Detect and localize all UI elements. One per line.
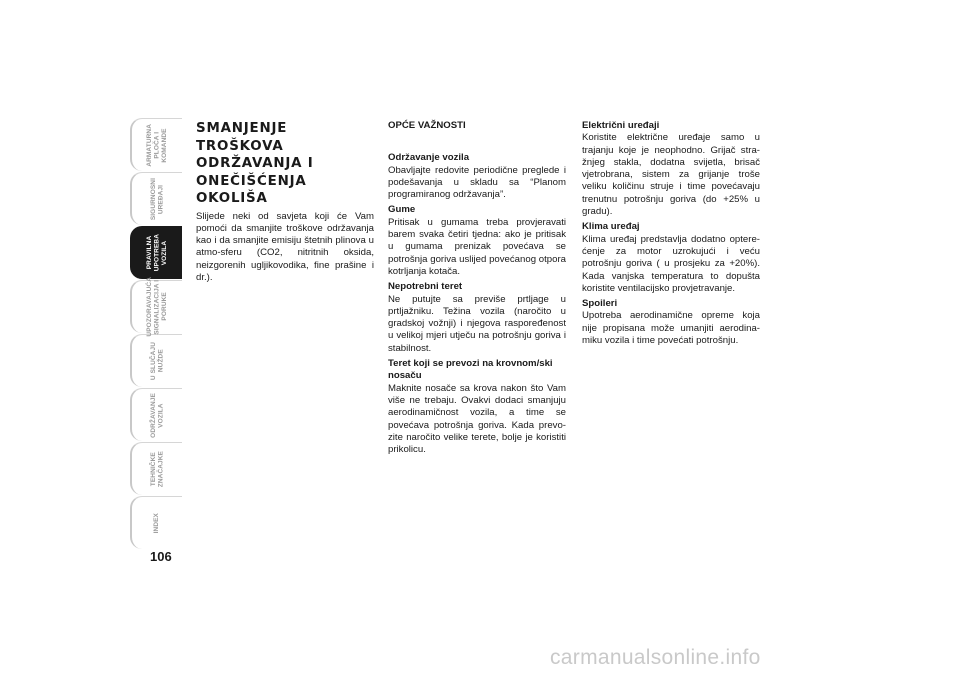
paragraph-unnecessary-load: Ne putujte sa previše prtljage u prtljažniku. Težina vozila (naročito u gradskoj vožnji) i njegova raspoređenost u velikoj mjeri utječu na potrošnju goriva i stabilnost. — [388, 293, 566, 354]
tab-odrzavanje-vozila[interactable] — [130, 388, 182, 441]
intro-paragraph: Slijede neki od savjeta koji će Vam pomoći da smanjite troškove održavanja kao i da smanjite emisiju štetnih plinova u atmo-sferu (CO2, nitritnih oksida, neizgorenih ugljikovodika, fine prašine i dr.). — [196, 210, 374, 283]
tab-label: ODRŽAVANJE VOZILA — [149, 392, 164, 438]
paragraph-air-conditioning: Klima uređaj predstavlja dodatno optere-ćenje za motor uzrokujući i veću potrošnju goriva ( u prosjeku za +20%). Kada vanjska temperatura to dopušta koristite ventilacijsko provjetravanje. — [582, 233, 760, 294]
paragraph-maintenance: Obavljajte redovite periodične preglede i podešavanja u skladu sa “Planom programiranog održavanja”. — [388, 164, 566, 201]
subheading-air-conditioning: Klima uređaj — [582, 221, 640, 233]
chapter-tabs — [130, 118, 182, 550]
subheading-maintenance: Održavanje vozila — [388, 152, 470, 164]
tab-label: ARMATURNA PLOČA I KOMANDE — [145, 123, 168, 167]
column-intro — [196, 120, 374, 284]
paragraph-tyres: Pritisak u gumama treba provjeravati barem svaka četiri tjedna: ako je pritisak u gumama prenizak povećava se potrošnja goriva uslijed povećanog otpora kotrljanja kotača. — [388, 216, 566, 277]
section-title: SMANJENJE TROŠKOVA ODRŽAVANJA I ONEČIŠĆENJA OKOLIŠA — [196, 121, 314, 206]
tab-label: UPOZORAVAJUĆA SIGNALIZACIJA I PORUKE — [145, 277, 168, 337]
paragraph-spoilers: Upotreba aerodinamične opreme koja nije propisana može umanjiti aerodina-miku vozila i time povećati potrošnju. — [582, 310, 760, 347]
tab-label: SIGURNOSNI UREĐAJI — [149, 177, 164, 221]
tab-label: TEHNIČKE ZNAČAJKE — [149, 450, 164, 488]
tab-label: PRAVILNA UPOTREBA VOZILA — [145, 234, 168, 272]
page-number: 106 — [150, 549, 172, 564]
tab-sigurnosni-uredaji[interactable] — [130, 172, 182, 225]
column-general — [388, 120, 566, 459]
tab-armaturna-ploca[interactable] — [130, 118, 182, 171]
subheading-electrical-devices: Električni uređaji — [582, 120, 660, 131]
paragraph-electrical-devices: Koristite električne uređaje samo u trajanju koje je neophodno. Grijač stra-žnjeg stakla, dodatna svijetla, brisač vjetrobrana, sistem za grijanje troše veliku količinu struje i time povećavaju trenutnu potrošnju goriva (do +25% u gradu). — [582, 132, 760, 218]
tab-u-slucaju-nuzde[interactable] — [130, 334, 182, 387]
general-heading: OPĆE VAŽNOSTI — [388, 120, 466, 131]
tab-pravilna-upotreba[interactable] — [130, 226, 182, 279]
paragraph-roof-rack: Maknite nosače sa krova nakon što Vam više ne trebaju. Ovakvi dodaci smanjuju aerodinamičnost vozila, a time se povećava potrošnja goriva. Kada prevo-zite naročito velike terete, bolje je koristiti prikolicu. — [388, 382, 566, 456]
column-devices — [582, 120, 760, 350]
tab-tehnicke-znacajke[interactable] — [130, 442, 182, 495]
watermark: carmanualsonline.info — [550, 646, 761, 669]
subheading-spoilers: Spoileri — [582, 298, 618, 310]
tab-label: U SLUČAJU NUŽDE — [149, 341, 164, 381]
tab-label: INDEX — [153, 512, 161, 534]
subheading-tyres: Gume — [388, 204, 416, 216]
tab-index[interactable] — [130, 496, 182, 549]
subheading-roof-rack: Teret koji se prevozi na krovnom/ski nosaču — [388, 358, 553, 382]
subheading-unnecessary-load: Nepotrebni teret — [388, 281, 463, 293]
tab-upozoravajuca-signalizacija[interactable] — [130, 277, 182, 337]
